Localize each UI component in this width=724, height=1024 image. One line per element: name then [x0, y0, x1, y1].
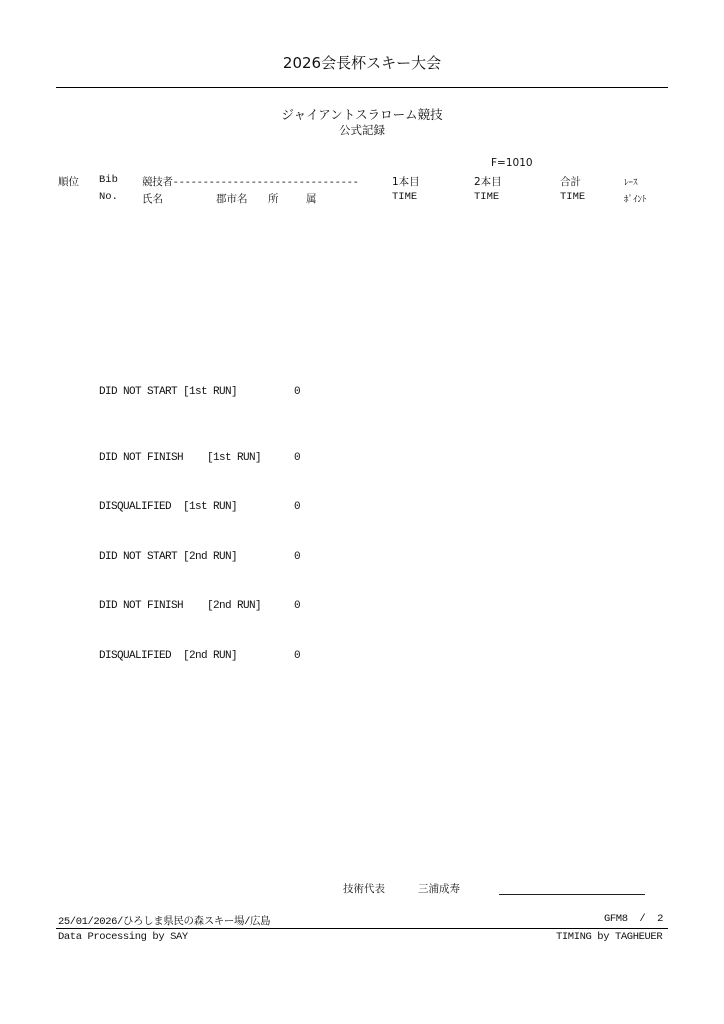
col-city: 郡市名 [216, 193, 248, 205]
document-title: 2026会長杯スキー大会 [282, 54, 442, 72]
footer-divider [56, 928, 668, 929]
col-run1-time: TIME [392, 191, 418, 203]
col-points: ﾎﾟｲﾝﾄ [624, 195, 647, 205]
col-rank: 順位 [58, 176, 79, 188]
col-total-time: TIME [560, 191, 586, 203]
col-total: 合計 [560, 176, 581, 188]
status-row-count: 0 [294, 551, 301, 563]
col-affiliation-1: 所 [268, 193, 279, 205]
footer-processing: Data Processing by SAY [58, 931, 188, 943]
status-row-label: DISQUALIFIED [1st RUN] [99, 501, 238, 513]
footer-date-venue: 25/01/2026/ひろしま県民の森スキー場/広島 [58, 916, 271, 928]
footer-page: GFM8 / 2 [604, 913, 664, 925]
status-row-count: 0 [294, 386, 301, 398]
status-row-count: 0 [294, 650, 301, 662]
col-affiliation-2: 属 [306, 193, 317, 205]
footer-timing: TIMING by TAGHEUER [556, 931, 663, 943]
col-race: ﾚｰｽ [624, 178, 638, 188]
status-row-count: 0 [294, 600, 301, 612]
status-row-label: DISQUALIFIED [2nd RUN] [99, 650, 238, 662]
title-divider [56, 87, 668, 88]
col-run1: 1本目 [392, 176, 420, 188]
signature-name: 三浦成寿 [418, 883, 460, 895]
status-row-count: 0 [294, 501, 301, 513]
col-run2: 2本目 [474, 176, 502, 188]
signature-role: 技術代表 [343, 883, 385, 895]
record-type: 公式記録 [339, 123, 385, 137]
col-name: 氏名 [142, 193, 163, 205]
col-no: No. [99, 191, 118, 203]
signature-line [499, 894, 645, 895]
status-row-label: DID NOT FINISH [1st RUN] [99, 452, 262, 464]
status-row-count: 0 [294, 452, 301, 464]
col-competitor: 競技者------------------------------- [142, 177, 359, 189]
status-row-label: DID NOT START [2nd RUN] [99, 551, 238, 563]
col-bib: Bib [99, 174, 118, 186]
status-row-label: DID NOT START [1st RUN] [99, 386, 238, 398]
f-value: F=1010 [491, 157, 533, 169]
event-name: ジャイアントスラローム競技 [281, 107, 443, 122]
status-row-label: DID NOT FINISH [2nd RUN] [99, 600, 262, 612]
col-run2-time: TIME [474, 191, 500, 203]
